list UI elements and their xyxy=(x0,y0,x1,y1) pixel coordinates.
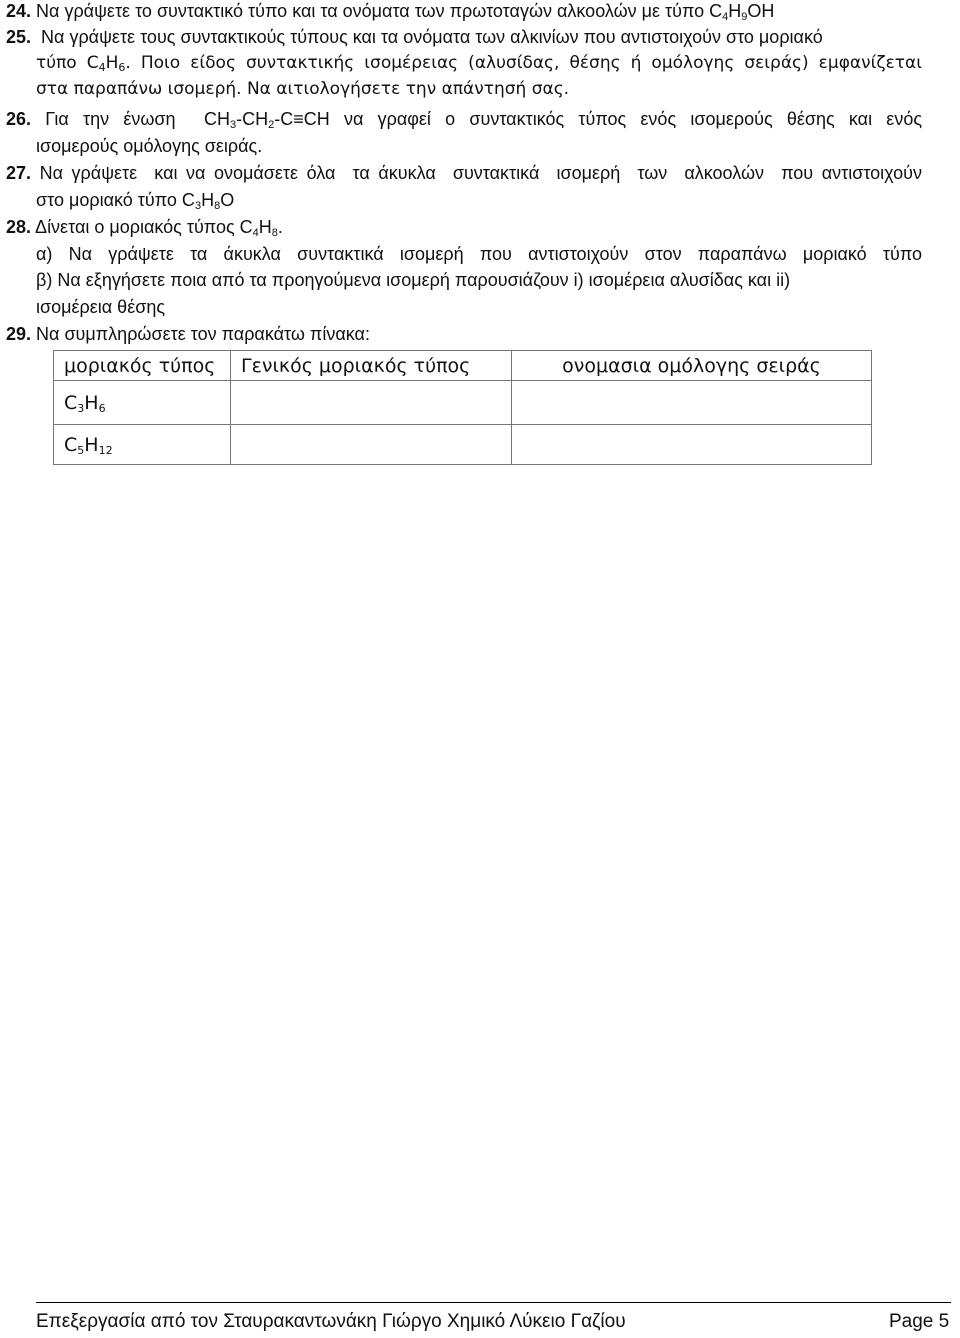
header-molecular-formula: μοριακός τύπος xyxy=(54,351,231,381)
table-row xyxy=(54,381,872,425)
cell-general-formula-input[interactable] xyxy=(231,425,512,465)
footer-rule xyxy=(36,1302,951,1303)
cell-general-formula-input[interactable] xyxy=(231,381,512,425)
header-series-name: ονομασια ομόλογης σειράς xyxy=(512,351,872,381)
question-26-line-2: ισομερούς ομόλογης σειράς. xyxy=(36,136,263,156)
header-general-formula: Γενικός μοριακός τύπος xyxy=(231,351,512,381)
question-25 xyxy=(6,26,823,48)
footer-text: Επεξεργασία από τον Σταυρακαντωνάκη Γιώργο Χημικό Λύκειο Γαζίου xyxy=(36,1311,626,1332)
table-header-row xyxy=(54,351,872,381)
question-25-line-3: στα παραπάνω ισομερή. Να αιτιολογήσετε την απάντησή σας. xyxy=(36,79,570,99)
question-number: 28. xyxy=(6,217,32,237)
question-number: 27. xyxy=(6,163,32,183)
question-25-line-2: τύπο $C_4H_6$. Ποιο είδος συντακτικής ισομέρειας (αλυσίδας, θέσης ή ομόλογης σειράς) εμφανίζεται xyxy=(36,53,922,74)
table-row xyxy=(54,425,872,465)
page-number: Page 5 xyxy=(889,1311,950,1332)
question-text: Να γράψετε τους συντακτικούς τύπους και τα ονόματα των αλκινίων που αντιστοιχούν στο μοριακό xyxy=(31,27,823,47)
cell-series-name-input[interactable] xyxy=(512,425,872,465)
question-29: 29. Να συμπληρώσετε τον παρακάτω πίνακα: xyxy=(6,324,370,344)
question-28: 28. Δίνεται ο μοριακός τύπος $C_4H_8$. xyxy=(6,217,283,239)
cell-molecular-formula: $C_5H_{12}$ xyxy=(54,425,231,465)
homologous-series-table xyxy=(53,350,872,465)
question-number: 25. xyxy=(6,27,32,47)
question-28-part-a: α) Να γράψετε τα άκυκλα συντακτικά ισομερή που αντιστοιχούν στον παραπάνω μοριακό τύπο xyxy=(36,244,922,264)
cell-molecular-formula: $C_3H_6$ xyxy=(54,381,231,425)
cell-series-name-input[interactable] xyxy=(512,381,872,425)
question-27-line-2: στο μοριακό τύπο $C_3H_8O$ xyxy=(36,190,235,212)
question-24: 24. Να γράψετε το συντακτικό τύπο και τα ονόματα των πρωτοταγών αλκοολών με τύπο $C_4H_9OH$ xyxy=(6,1,775,23)
question-number: 24. xyxy=(6,1,32,21)
question-26: 26. Για την ένωση $CH_3-CH_2-C\equiv CH$ να γραφεί ο συντακτικός τύπος ενός ισομερούς θέσης και ενός xyxy=(6,109,923,131)
question-28-part-b-cont: ισομέρεια θέσης xyxy=(36,297,166,317)
question-27: 27. Να γράψετε και να ονομάσετε όλα τα άκυκλα συντακτικά ισομερή των αλκοολών που αντιστοιχούν xyxy=(6,163,922,183)
question-text: Να γράψετε το συντακτικό τύπο και τα ονόματα των πρωτοταγών αλκοολών με τύπο C xyxy=(31,1,723,21)
question-number: 29. xyxy=(6,324,32,344)
question-28-part-b: β) Να εξηγήσετε ποια από τα προηγούμενα ισομερή παρουσιάζουν i) ισομέρεια αλυσίδας και ii) xyxy=(36,270,791,290)
question-number: 26. xyxy=(6,109,32,129)
